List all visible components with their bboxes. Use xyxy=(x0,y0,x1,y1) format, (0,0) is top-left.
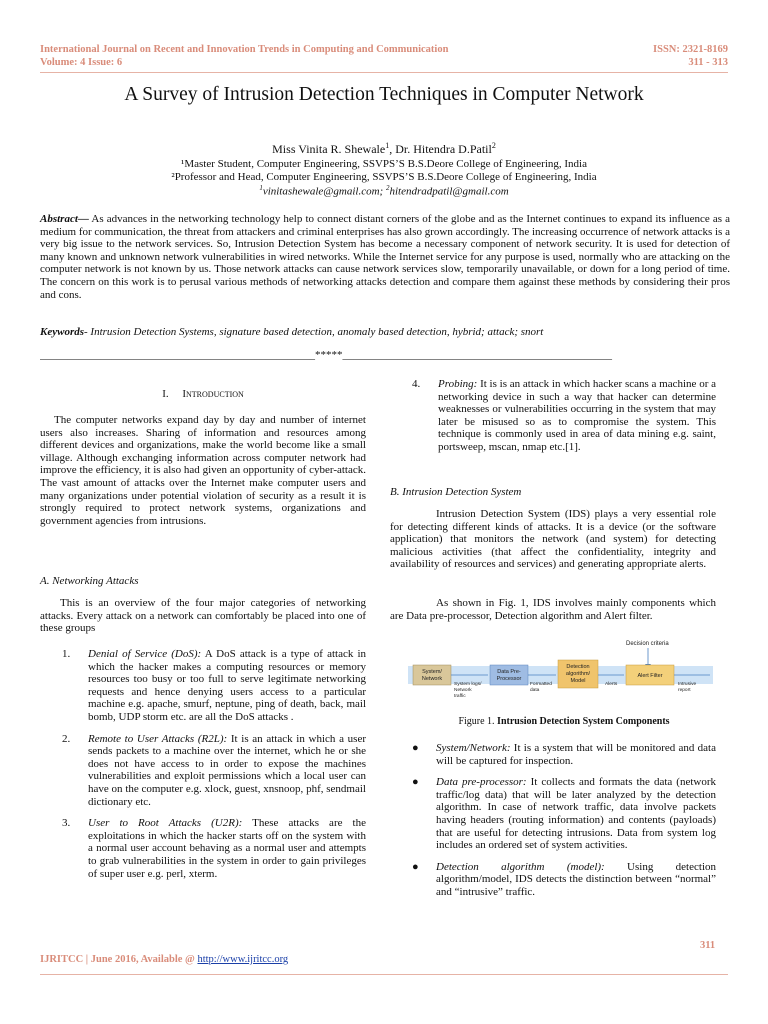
page-number: 311 xyxy=(700,940,716,951)
item-number: 4. xyxy=(412,378,421,390)
email-1: vinitashewale@gmail.com; xyxy=(262,185,386,198)
footer-text: IJRITCC | June 2016, Available @ xyxy=(40,954,198,965)
intro-paragraph: The computer networks expand day by day and number of internet users also increases. Sharing of information and resources among different devices and organizations, make the world become like a small village. Although exchanging information across computer network had improve the efficiency, it is also had given an opportunity of cyber-attack. The vast amount of attacks over the Internet make computer users and many organizations under potential violation of security as a result it is strongly required to protect network systems, organizations and government agencies from intrusions. xyxy=(40,414,366,527)
keywords xyxy=(40,326,730,338)
abstract xyxy=(40,213,730,301)
list-item xyxy=(410,861,716,899)
fig-box-system-l1: System/ xyxy=(422,669,442,675)
item-text: It collects and formats the data (network traffic/log data) that will be later analyzed by the detection algorithm. In case of network traffic, data involve packets having headers (routing information) and contents (payloads) that are useful for detecting intrusions. Data from system log includes an ordered set of system activities. xyxy=(436,776,716,852)
item-text: It is a system that will be monitored and data will be captured for inspection. xyxy=(436,742,716,767)
list-item xyxy=(62,733,366,809)
item-term: Probing: xyxy=(438,378,478,390)
fig-box-det-l2: algorithm/ xyxy=(565,671,591,677)
subsection-a-heading: A. Networking Attacks xyxy=(40,575,139,587)
item-term: Data pre-processor: xyxy=(436,776,527,789)
email-2: hitendradpatil@gmail.com xyxy=(389,185,509,198)
author-sep: , xyxy=(389,142,396,156)
affiliation-1: ¹Master Student, Computer Engineering, SSVPS’S B.S.Deore College of Engineering, India xyxy=(181,158,587,170)
fig-lbl-alerts: Alerts xyxy=(605,682,618,687)
item-text: These attacks are the exploitations in which the hacker starts off on the system with a normal user account behaving as a normal user and attempts to grab vulnerabilities in the system in order to gain privileges of super user e.g. perl, xterm. xyxy=(88,817,366,880)
section-1-heading xyxy=(40,388,366,400)
footer-rule xyxy=(40,974,728,975)
list-item xyxy=(62,648,366,724)
fig-lbl-intrusive-l2: report xyxy=(678,688,691,693)
figure-caption xyxy=(394,716,734,727)
item-text: Using detection algorithm/model, IDS detects the distinction between “normal” and “intrusive” traffic. xyxy=(436,860,716,898)
list-item xyxy=(410,776,716,852)
fig-box-alert-label: Alert Filter xyxy=(637,673,663,679)
item-number: 3. xyxy=(62,817,71,830)
issn: ISSN: 2321-8169 xyxy=(653,44,728,55)
caption-prefix: Figure 1. xyxy=(458,716,498,727)
bullet-icon: ● xyxy=(412,742,419,754)
author-2-sup: 2 xyxy=(491,141,496,150)
paper-title: A Survey of Intrusion Detection Techniques in Computer Network xyxy=(124,84,644,105)
item-number: 1. xyxy=(62,648,71,660)
fig-lbl-intrusive-l1: Intrusive xyxy=(678,682,697,687)
affiliation-2: ²Professor and Head, Computer Engineering, SSVPS’S B.S.Deore College of Engineering, India xyxy=(171,171,597,183)
item-term: Denial of Service (DoS): xyxy=(88,648,202,660)
section-1-number: I. xyxy=(162,388,169,400)
component-bullets xyxy=(410,742,716,899)
fig-box-preprocessor xyxy=(490,665,528,685)
author-1-sup: 1 xyxy=(385,141,390,150)
header-rule xyxy=(40,72,728,73)
item-term: Detection algorithm (model): xyxy=(436,860,605,873)
fig-box-system-l2: Network xyxy=(421,676,443,682)
abstract-text: As advances in the networking technology help to connect distant corners of the globe and as the Internet continues to expand its influence as a medium for communication, the threat from attackers and criminal enterprises has also grown accordingly. The increasing occurrence of network attacks is a very big issue to the network services. So, Intrusion Detection System has become a necessary component of network security. It is used for detection of many known and unknown network vulnerabilities in wired networks. While the Internet service for any purpose is used, normally who are attacking on the computer network is not known by us. Those network attacks can cause network services slow, temporarily unavailable, or down for a long period of time. The concern on this work is to perusal various methods of networking attacks detection and compare them against these methods by considering their pros and cons. xyxy=(40,213,730,301)
item-text: It is an attack in which a user sends packets to a machine over the internet, which he or she does not have access to in order to expose the machines vulnerabilities and exploit permissions which a local user can have on the computer e.g. xlock, guest, xnsnoop, phf, sendmail dictionary etc. xyxy=(88,732,366,808)
separator: __________________________________________________*****_________________________________________________ xyxy=(40,349,612,361)
section-1-title: Introduction xyxy=(182,388,244,400)
abstract-label: Abstract— xyxy=(40,213,89,225)
email-1-sup: 1 xyxy=(259,184,263,192)
author-1: Miss Vinita R. Shewale xyxy=(272,142,386,156)
fig-lbl-logs-l1: System logs/ xyxy=(454,682,482,687)
email-2-sup: 2 xyxy=(385,184,390,192)
ids-components-figure xyxy=(408,640,718,706)
fig-decision-label: Decision criteria xyxy=(626,641,669,647)
fig-lbl-formatted-l2: data xyxy=(530,688,540,693)
fig-lbl-logs-l2: Network xyxy=(454,688,472,693)
item-text: It is is an attack in which hacker scans a machine or a networking device in such a way that hacker can determine weaknesses or vulnerabilities occurring in the system that may later be misused so as to compromise the system. This technique is commonly used in area of data mining e.g. saint, portsweep, mscan, nmap etc.[1]. xyxy=(438,378,716,453)
fig-box-pre-l1: Data Pre- xyxy=(497,669,521,675)
attack-list xyxy=(62,648,366,880)
ids-paragraph-2: As shown in Fig. 1, IDS involves mainly components which are Data pre-processor, Detection algorithm and Alert filter. xyxy=(390,597,716,622)
page-range: 311 - 313 xyxy=(688,57,728,68)
item-term: User to Root Attacks (U2R): xyxy=(88,817,243,830)
caption-title: Intrusion Detection System Components xyxy=(497,716,670,727)
authors xyxy=(0,141,768,157)
list-item-4 xyxy=(412,378,716,454)
journal-name: International Journal on Recent and Innovation Trends in Computing and Communication xyxy=(40,44,449,55)
fig-lbl-formatted-l1: Formatted xyxy=(530,682,552,687)
list-item xyxy=(62,817,366,880)
keywords-label: Keywords xyxy=(40,326,84,338)
subsection-b-heading: B. Intrusion Detection System xyxy=(390,486,522,498)
author-2: Dr. Hitendra D.Patil xyxy=(395,142,492,156)
volume-issue: Volume: 4 Issue: 6 xyxy=(40,57,123,68)
item-term: Remote to User Attacks (R2L): xyxy=(88,732,228,745)
bullet-icon: ● xyxy=(412,776,419,789)
fig-box-det-l3: Model xyxy=(570,678,586,684)
fig-box-system xyxy=(413,665,451,685)
bullet-icon: ● xyxy=(412,860,419,873)
fig-box-pre-l2: Processor xyxy=(496,676,522,682)
emails xyxy=(0,184,768,198)
fig-lbl-logs-l3: traffic xyxy=(454,694,466,699)
journal-link[interactable]: http://www.ijritcc.org xyxy=(197,954,289,965)
list-item xyxy=(410,742,716,767)
footer xyxy=(40,954,288,965)
keywords-text: - Intrusion Detection Systems, signature based detection, anomaly based detection, hybrid; attack; snort xyxy=(84,326,544,338)
item-term: System/Network: xyxy=(436,742,511,754)
fig-box-det-l1: Detection xyxy=(566,664,590,670)
ids-paragraph-1: Intrusion Detection System (IDS) plays a very essential role for detecting different kinds of attacks. It is a device (or the software application) that monitors the network (and system) for detecting malicious activities (that affect the confidentiality, integrity and availability of resources and services) and generating appropriate alerts. xyxy=(390,508,716,571)
item-text: A DoS attack is a type of attack in which the hacker makes a computing resources or memory resources too busy or too full to serve legitimate networking requests and hence denying users access to a particular machine e.g. apache, smurf, neptune, ping of death, back, mail bomb, UDP storm etc. are all the DoS attacks . xyxy=(88,648,367,723)
item-number: 2. xyxy=(62,732,71,745)
overview-paragraph: This is an overview of the four major categories of networking attacks. Every attack on a network can comfortably be placed into one of these groups xyxy=(40,597,366,635)
